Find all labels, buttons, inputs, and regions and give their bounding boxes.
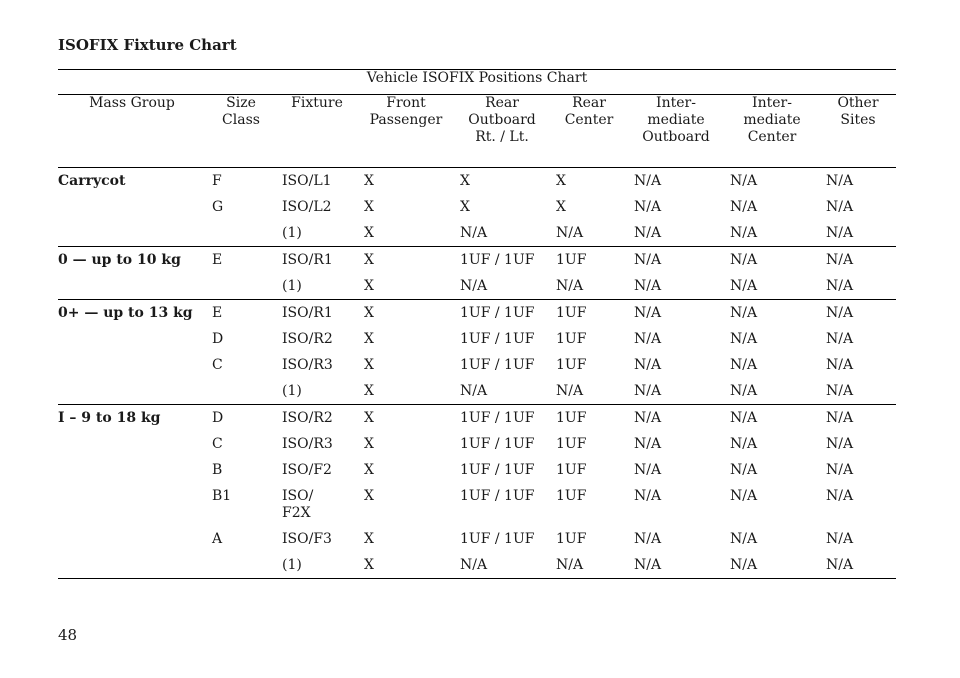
intermediate-outboard-cell: N/A: [628, 273, 724, 300]
fixture-cell: ISO/L1: [282, 173, 332, 189]
rear-center-cell: X: [556, 199, 566, 215]
intermediate-center-cell: N/A: [724, 273, 820, 300]
intermediate-center-cell: N/A: [730, 305, 758, 321]
table-row: [58, 168, 896, 195]
other-sites-cell: N/A: [820, 273, 896, 300]
table-row: [58, 247, 896, 274]
front-passenger-cell: X: [358, 552, 454, 579]
header-front-passenger: Front Passenger: [358, 95, 454, 168]
fixture-cell: ISO/R1: [282, 305, 333, 321]
size-class-cell: B: [212, 462, 223, 478]
header-intermediate-center: Inter- mediate Center: [724, 95, 820, 168]
fixture-cell: ISO/R2: [282, 331, 333, 347]
intermediate-outboard-cell: N/A: [634, 305, 662, 321]
front-passenger-cell: X: [364, 199, 374, 215]
other-sites-cell: N/A: [826, 488, 854, 504]
header-mass-group: Mass Group: [58, 95, 206, 168]
fixture-cell: (1): [276, 220, 358, 247]
rear-outboard-cell: 1UF / 1UF: [460, 331, 535, 347]
other-sites-cell: N/A: [826, 357, 854, 373]
front-passenger-cell: X: [364, 410, 374, 426]
rear-center-cell: 1UF: [556, 410, 587, 426]
rear-outboard-cell: X: [460, 199, 470, 215]
other-sites-cell: N/A: [826, 410, 854, 426]
page-number: 48: [58, 626, 78, 644]
fixture-cell: (1): [276, 552, 358, 579]
rear-center-cell: 1UF: [556, 488, 587, 504]
intermediate-center-cell: N/A: [730, 252, 758, 268]
rear-outboard-cell: 1UF / 1UF: [460, 436, 535, 452]
other-sites-cell: N/A: [826, 331, 854, 347]
front-passenger-cell: X: [364, 531, 374, 547]
rear-center-cell: 1UF: [556, 436, 587, 452]
other-sites-cell: N/A: [820, 378, 896, 405]
isofix-positions-table: [58, 69, 896, 579]
rear-center-cell: N/A: [550, 378, 628, 405]
other-sites-cell: N/A: [826, 531, 854, 547]
size-class-cell: G: [212, 199, 224, 215]
size-class-cell: E: [212, 305, 223, 321]
intermediate-center-cell: N/A: [724, 378, 820, 405]
intermediate-center-cell: N/A: [730, 199, 758, 215]
front-passenger-cell: X: [364, 462, 374, 478]
header-size-class: Size Class: [206, 95, 276, 168]
fixture-cell: ISO/L2: [282, 199, 332, 215]
rear-center-cell: 1UF: [556, 331, 587, 347]
intermediate-outboard-cell: N/A: [634, 252, 662, 268]
rear-center-cell: 1UF: [556, 531, 587, 547]
intermediate-outboard-cell: N/A: [628, 552, 724, 579]
front-passenger-cell: X: [364, 488, 374, 504]
mass-group-cell: 0+ — up to 13 kg: [58, 300, 206, 405]
rear-outboard-cell: X: [460, 173, 470, 189]
size-class-cell: [206, 378, 276, 405]
fixture-cell: ISO/F2: [282, 462, 332, 478]
table-title-row: [58, 70, 896, 95]
intermediate-outboard-cell: N/A: [634, 488, 662, 504]
rear-outboard-cell: N/A: [454, 552, 550, 579]
intermediate-center-cell: N/A: [730, 410, 758, 426]
rear-outboard-cell: 1UF / 1UF: [460, 488, 535, 504]
rear-outboard-cell: 1UF / 1UF: [460, 252, 535, 268]
fixture-cell: ISO/R3: [282, 357, 333, 373]
size-class-cell: C: [212, 357, 223, 373]
header-fixture: Fixture: [276, 95, 358, 168]
table-header-row: [58, 95, 896, 168]
size-class-cell: [206, 220, 276, 247]
intermediate-outboard-cell: N/A: [634, 410, 662, 426]
page-heading: ISOFIX Fixture Chart: [58, 36, 237, 54]
fixture-cell: ISO/R3: [282, 436, 333, 452]
rear-center-cell: N/A: [550, 552, 628, 579]
front-passenger-cell: X: [358, 378, 454, 405]
rear-center-cell: N/A: [550, 220, 628, 247]
front-passenger-cell: X: [364, 173, 374, 189]
mass-group-cell: 0 — up to 10 kg: [58, 247, 206, 300]
fixture-cell: ISO/R1: [282, 252, 333, 268]
rear-center-cell: 1UF: [556, 462, 587, 478]
other-sites-cell: N/A: [826, 173, 854, 189]
header-rear-outboard: Rear Outboard Rt. / Lt.: [454, 95, 550, 168]
rear-outboard-cell: N/A: [454, 273, 550, 300]
intermediate-center-cell: N/A: [730, 357, 758, 373]
rear-center-cell: N/A: [550, 273, 628, 300]
size-class-cell: F: [212, 173, 222, 189]
rear-outboard-cell: 1UF / 1UF: [460, 462, 535, 478]
table-title: Vehicle ISOFIX Positions Chart: [58, 70, 896, 95]
size-class-cell: D: [212, 331, 224, 347]
rear-center-cell: 1UF: [556, 305, 587, 321]
header-rear-center: Rear Center: [550, 95, 628, 168]
intermediate-outboard-cell: N/A: [634, 436, 662, 452]
rear-outboard-cell: N/A: [454, 378, 550, 405]
fixture-cell: (1): [276, 273, 358, 300]
front-passenger-cell: X: [358, 220, 454, 247]
front-passenger-cell: X: [364, 305, 374, 321]
header-other-sites: Other Sites: [820, 95, 896, 168]
fixture-cell: ISO/R2: [282, 410, 333, 426]
rear-outboard-cell: 1UF / 1UF: [460, 357, 535, 373]
table-row: [58, 405, 896, 432]
other-sites-cell: N/A: [826, 252, 854, 268]
fixture-cell: ISO/ F2X: [282, 488, 314, 521]
front-passenger-cell: X: [364, 252, 374, 268]
mass-group-cell: Carrycot: [58, 168, 206, 247]
intermediate-center-cell: N/A: [730, 173, 758, 189]
front-passenger-cell: X: [364, 436, 374, 452]
rear-center-cell: 1UF: [556, 252, 587, 268]
intermediate-outboard-cell: N/A: [634, 199, 662, 215]
other-sites-cell: N/A: [826, 305, 854, 321]
header-intermediate-outboard: Inter- mediate Outboard: [628, 95, 724, 168]
size-class-cell: D: [212, 410, 224, 426]
intermediate-center-cell: N/A: [730, 462, 758, 478]
rear-outboard-cell: 1UF / 1UF: [460, 410, 535, 426]
size-class-cell: [206, 273, 276, 300]
intermediate-center-cell: N/A: [724, 220, 820, 247]
intermediate-center-cell: N/A: [730, 531, 758, 547]
size-class-cell: B1: [212, 488, 232, 504]
intermediate-center-cell: N/A: [730, 436, 758, 452]
intermediate-center-cell: N/A: [730, 331, 758, 347]
table-body: [58, 168, 896, 579]
size-class-cell: A: [212, 531, 223, 547]
intermediate-outboard-cell: N/A: [634, 462, 662, 478]
rear-center-cell: X: [556, 173, 566, 189]
table-row: [58, 300, 896, 327]
other-sites-cell: N/A: [826, 462, 854, 478]
size-class-cell: E: [212, 252, 223, 268]
intermediate-center-cell: N/A: [724, 552, 820, 579]
mass-group-cell: I – 9 to 18 kg: [58, 405, 206, 579]
other-sites-cell: N/A: [826, 199, 854, 215]
intermediate-outboard-cell: N/A: [628, 220, 724, 247]
other-sites-cell: N/A: [820, 552, 896, 579]
rear-center-cell: 1UF: [556, 357, 587, 373]
fixture-cell: (1): [276, 378, 358, 405]
intermediate-outboard-cell: N/A: [634, 531, 662, 547]
other-sites-cell: N/A: [826, 436, 854, 452]
front-passenger-cell: X: [358, 273, 454, 300]
other-sites-cell: N/A: [820, 220, 896, 247]
intermediate-outboard-cell: N/A: [634, 173, 662, 189]
intermediate-center-cell: N/A: [730, 488, 758, 504]
front-passenger-cell: X: [364, 357, 374, 373]
intermediate-outboard-cell: N/A: [634, 331, 662, 347]
rear-outboard-cell: 1UF / 1UF: [460, 305, 535, 321]
front-passenger-cell: X: [364, 331, 374, 347]
rear-outboard-cell: 1UF / 1UF: [460, 531, 535, 547]
fixture-cell: ISO/F3: [282, 531, 332, 547]
size-class-cell: [206, 552, 276, 579]
intermediate-outboard-cell: N/A: [628, 378, 724, 405]
size-class-cell: C: [212, 436, 223, 452]
rear-outboard-cell: N/A: [454, 220, 550, 247]
intermediate-outboard-cell: N/A: [634, 357, 662, 373]
